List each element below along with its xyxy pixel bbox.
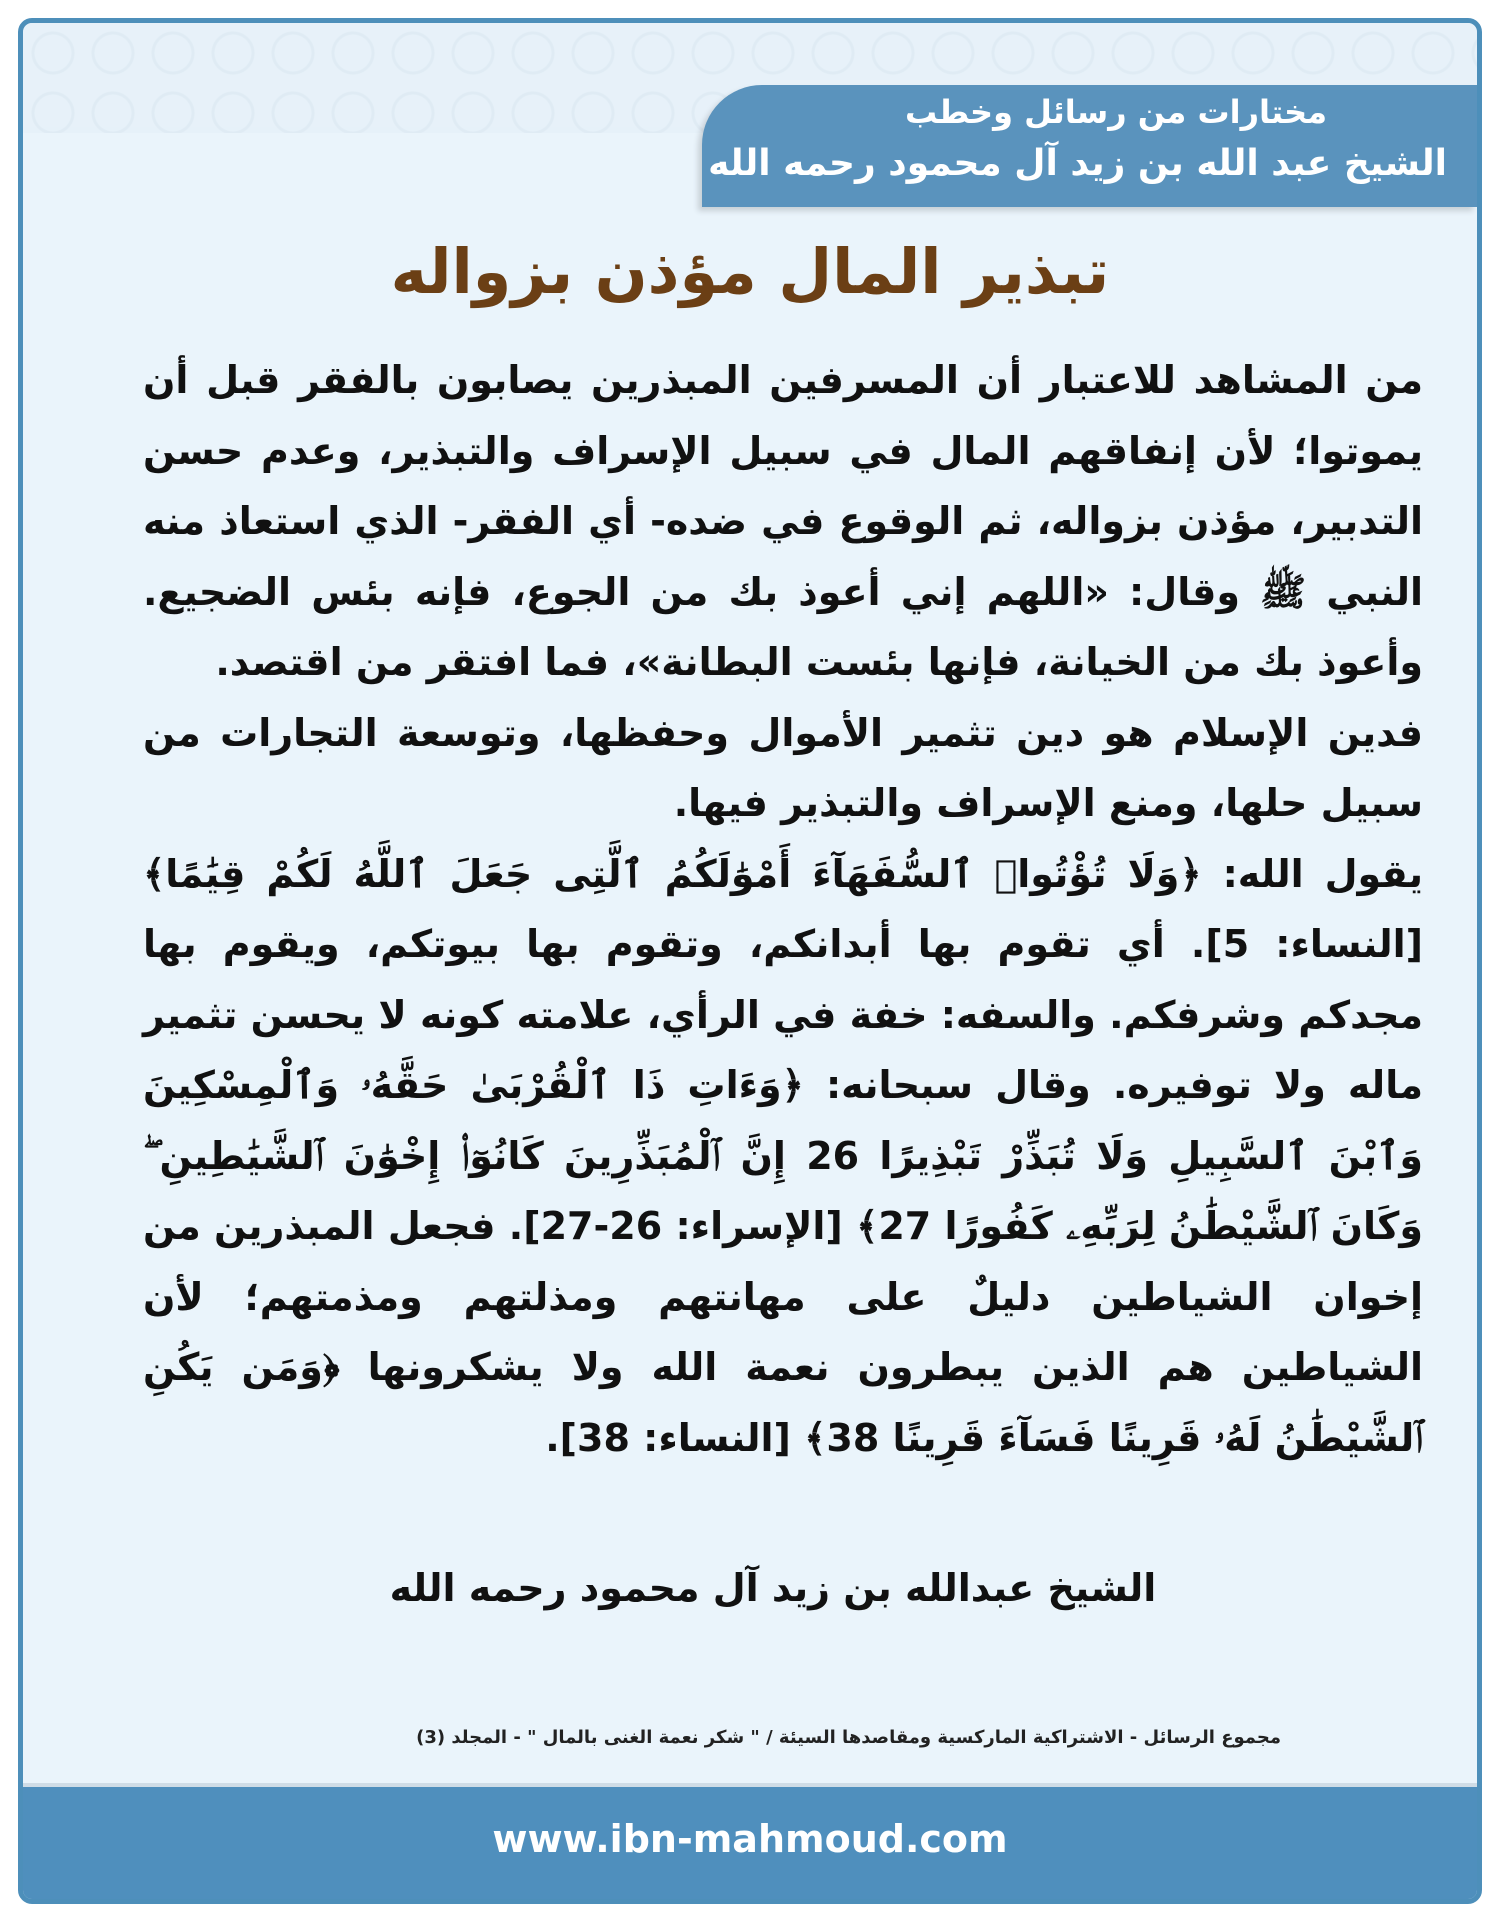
- page-title: تبذير المال مؤذن بزواله: [390, 235, 1110, 308]
- author-signature: الشيخ عبدالله بن زيد آل محمود رحمه الله: [389, 1566, 1157, 1610]
- source-citation: مجموع الرسائل - الاشتراكية الماركسية ومقاصدها السيئة / " شكر نعمة الغنى بالمال " - المجلد (3): [416, 1727, 1281, 1748]
- header-band: [702, 85, 1477, 207]
- paragraph-3: يقول الله: ﴿وَلَا تُؤْتُوا۟ ٱلسُّفَهَآءَ أَمْوَٰلَكُمُ ٱلَّتِى جَعَلَ ٱللَّهُ لَكُمْ قِيَٰمًا﴾ [النساء: 5]. أي تقوم بها أبدانكم، وتقوم بها بيوتكم، ويقوم بها مجدكم وشرفكم. والسفه: خفة في الرأي، علامته كونه لا يحسن تثمير ماله ولا توفيره. وقال سبحانه: ﴿وَءَاتِ ذَا ٱلْقُرْبَىٰ حَقَّهُۥ وَٱلْمِسْكِينَ وَٱبْنَ ٱلسَّبِيلِ وَلَا تُبَذِّرْ تَبْذِيرًا 26 إِنَّ ٱلْمُبَذِّرِينَ كَانُوٓا۟ إِخْوَٰنَ ٱلشَّيَٰطِينِ ۖ وَكَانَ ٱلشَّيْطَٰنُ لِرَبِّهِۦ كَفُورًا 27﴾ [الإسراء: 26-27]. فجعل المبذرين من إخوان الشياطين دليلٌ على مهانتهم ومذلتهم ومذمتهم؛ لأن الشياطين هم الذين يبطرون نعمة الله ولا يشكرونها ﴿وَمَن يَكُنِ ٱلشَّيْطَٰنُ لَهُۥ قَرِينًا فَسَآءَ قَرِينًا 38﴾ [النساء: 38].: [143, 851, 1424, 1460]
- footer-band: [23, 1787, 1477, 1899]
- article-body: [143, 345, 1423, 1473]
- website-link[interactable]: www.ibn-mahmoud.com: [492, 1817, 1008, 1861]
- paragraph-2: فدين الإسلام هو دين تثمير الأموال وحفظها، وتوسعة التجارات من سبيل حلها، ومنع الإسراف والتبذير فيها.: [143, 710, 1423, 825]
- header-line-2: الشيخ عبد الله بن زيد آل محمود رحمه الله: [708, 143, 1447, 184]
- paragraph-1: من المشاهد للاعتبار أن المسرفين المبذرين يصابون بالفقر قبل أن يموتوا؛ لأن إنفاقهم المال في سبيل الإسراف والتبذير، وعدم حسن التدبير، مؤذن بزواله، ثم الوقوع في ضده- أي الفقر- الذي استعاذ منه النبي ﷺ وقال: «اللهم إني أعوذ بك من الجوع، فإنه بئس الضجيع. وأعوذ بك من الخيانة، فإنها بئست البطانة»، فما افتقر من اقتصد.: [143, 358, 1423, 684]
- header-line-1: مختارات من رسائل وخطب: [904, 93, 1327, 131]
- page-frame: [18, 18, 1482, 1904]
